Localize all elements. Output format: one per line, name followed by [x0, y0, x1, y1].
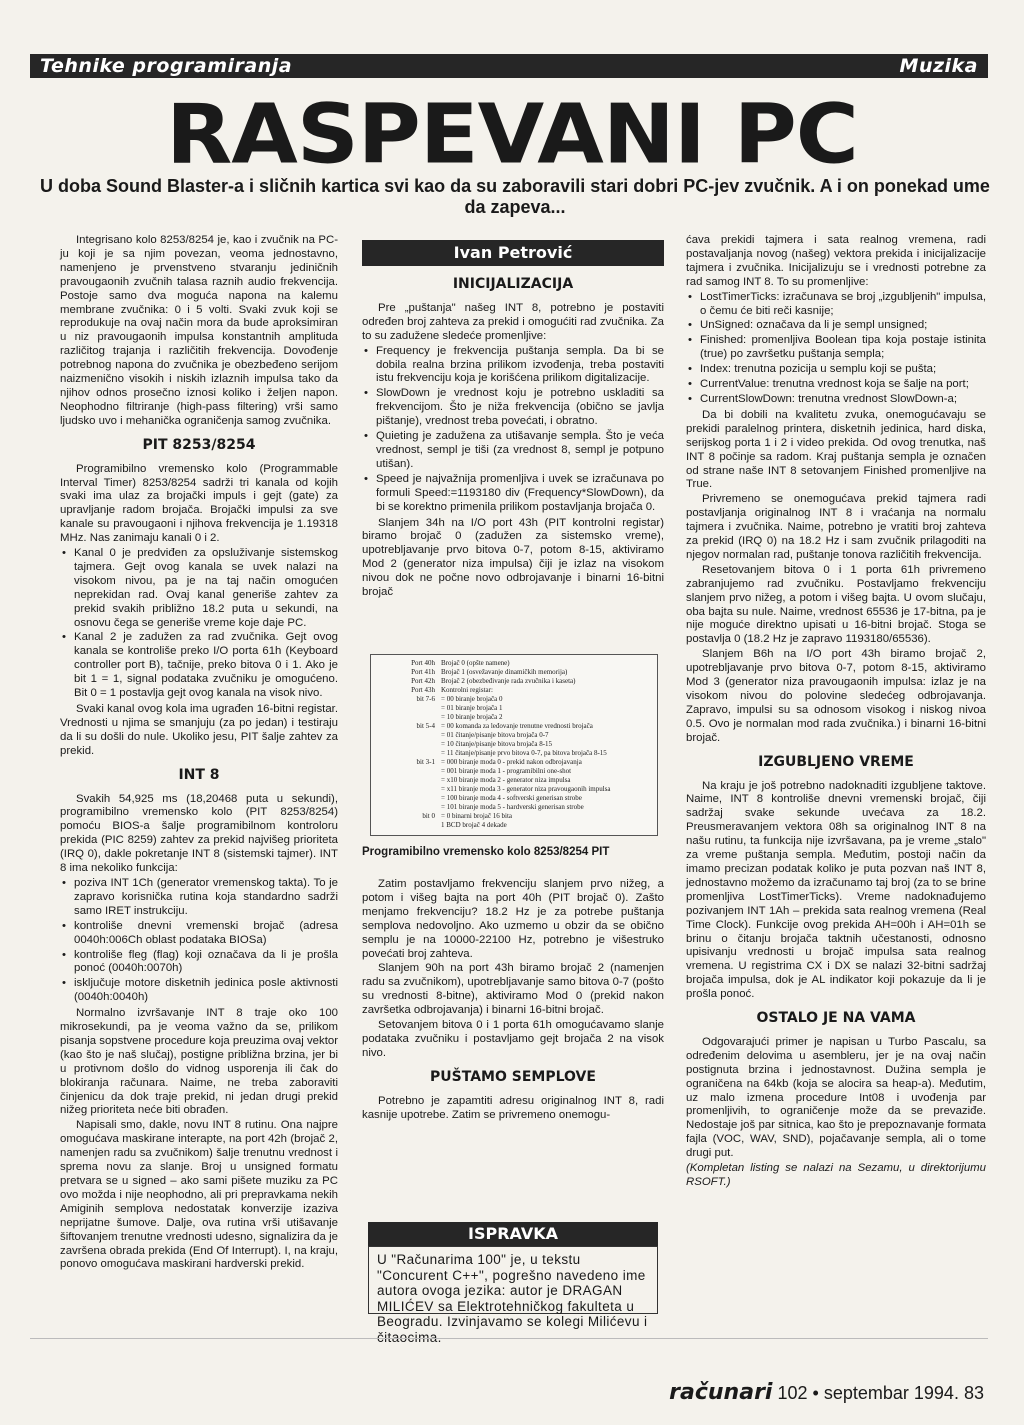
- heading-ostalo: OSTALO JE NA VAMA: [756, 1010, 916, 1027]
- paragraph: Slanjem 90h na port 43h biramo brojač 2 (namenjen radu sa zvučnikom), upotrebljavanje samo bitova 0-7 (pošto su vrednosti 8-bitne), aktiviramo Mod 0 (prekid nakon završetka odbrojavanja) i binarni 16-bitni brojač.: [362, 962, 664, 1017]
- int8-paragraph-2: Normalno izvršavanje INT 8 traje oko 100 mikrosekundi, pa je veoma važno da se, prilikom pisanja sopstvene procedure koja preuzima ovaj vektor (kao što je naš slučaj), postigne približna brzina, jer bi u protivnom došlo do vidnog usporenja ili čak do blokiranja računara. Naime, ne treba zaboraviti činjenicu da dok traje prekid, ni jedan drugi prekid nižeg prioriteta neće biti obrađen.: [60, 1007, 338, 1117]
- table-row: Port 42h Brojač 2 (obezbeđivanje rada zvučnika i kaseta): [411, 677, 576, 685]
- table-row: = 001 biranje moda 1 - programibilni one-shot: [441, 767, 572, 775]
- list-item: • isključuje motore disketnih jedinica posle aktivnosti (0040h:0040h): [60, 977, 338, 1005]
- paragraph: Na kraju je još potrebno nadoknaditi izgubljene taktove. Naime, INT 8 kontroliše dnevni vremenski brojač, čiji sadržaj svake sekunde uvećava za 18.2. Preusmeravanjem vektora 08h sa originalnog INT 8 na našu rutinu, ta funkcija nije izvršavana, pa je vreme „stalo" za vreme puštanja sempla. Međutim, postoji način da imamo precizan podatak koliko je puta pozvan naš INT 8, jednostavno možemo da izračunamo taj broj (za to se brine promenljiva LostTimerTicks). Vreme nadoknađujemo pozivanjem INT 1Ah – prekida sata realnog vremena (Real Time Clock). Funkcije ovog prekida AH=00h i AH=01h se brinu o čitanju brojača taktnih učestanosti, odnosno upisivanju vrednosti u brojač impulsa sata realnog vremena. U registrima CX i DX se nalazi 32-bitni sadržaj brojača impulsa, dok je AL indikator koji pokazuje da li je prošla ponoć.: [686, 779, 986, 1001]
- list-item: • LostTimerTicks: izračunava se broj „izgubljenih" impulsa, o čemu će biti reči kasnije;: [686, 291, 986, 319]
- table-row: = 11 čitanje/pisanje prvo bitova 0-7, pa bitova brojača 8-15: [441, 749, 607, 757]
- pit-register-table: [370, 654, 658, 836]
- int8-paragraph-1: Svakih 54,925 ms (18,20468 puta u sekundi), programibilno vremensko kolo (PIT 8253/8254) pomoću BIOS-a šalje programibilnom kontroloru prekida (PIC 8259) zahtev za prekid najvišeg prioriteta (IRQ 0), dakle pokretanje INT 8 (sistemski tajmer). INT 8 ima nekoliko funkcija:: [60, 792, 338, 875]
- init-list: [362, 345, 664, 515]
- int8-paragraph-3: Napisali smo, dakle, novu INT 8 rutinu. Ona najpre omogućava maskirane interapte, na port 42h (brojač 2, namenjen radu sa zvučnikom) šalje trenutnu vrednost i sprema novu za slanje. Broj u unsigned formatu pretvara se u signed – ako sami pišete muziku za PC ovo možda i nije neophodno, ali pri prepravkama nekih Amiginih semplova nedostatak konverzije izaziva neprijatne šumove. Dalje, ova rutina vrši utišavanje šiftovanjem trenutne vrednosti udesno, signalizira da je završena obrada prekida (End Of Interrupt). I, na kraju, ponovo omogućava maskirani hardverski prekid.: [60, 1119, 338, 1271]
- author-bar: Ivan Petrović: [362, 240, 664, 266]
- heading-pit: PIT 8253/8254: [142, 436, 256, 453]
- pit-paragraph-1: Programibilno vremensko kolo (Programmable Interval Timer) 8253/8254 sadrži tri kanala od kojih svaki ima ulaz za brojački impuls i gejt (gate) za upravljanje radom brojača. Brojački impulsi za sve kanale su pravougaoni i njihova frekvencija je 1.19318 MHz. Nas zanimaju kanali 0 i 2.: [60, 462, 338, 545]
- list-item: • CurrentSlowDown: trenutna vrednost SlowDown-a;: [686, 393, 986, 407]
- heading-izgubljeno: IZGUBLJENO VREME: [758, 753, 914, 770]
- table-row: 1 BCD brojač 4 dekade: [441, 821, 507, 829]
- section-label-right: Muzika: [899, 55, 978, 77]
- list-item: • Speed je najvažnija promenljiva i uvek se izračunava po formuli Speed:=1193180 div (Frequency*SlowDown), da bi se korektno primenila prilikom postavljanja brojača 0.: [362, 473, 664, 515]
- list-item: • Index: trenutna pozicija u semplu koji se pušta;: [686, 363, 986, 377]
- section-header-bar: [30, 54, 988, 78]
- listing-note: (Kompletan listing se nalazi na Sezamu, u direktorijumu RSOFT.): [686, 1162, 986, 1188]
- paragraph: Setovanjem bitova 0 i 1 porta 61h omogućavamo slanje podataka zvučniku i postavljamo gejt brojača 2 na visok nivo.: [362, 1019, 664, 1059]
- page-footer: [669, 1380, 984, 1405]
- table-row: bit 5-4 = 00 komanda za leđovanje trenutne vrednosti brojača: [416, 722, 593, 730]
- section-label-left: Tehnike programiranja: [40, 55, 293, 77]
- paragraph: Zatim postavljamo frekvenciju slanjem prvo nižeg, a potom i višeg bajta na port 40h (PIT brojač 0). Zašto menjamo frekvenciju? 18.2 Hz je za potrebe puštanja semplova nedovoljno. Ako uzmemo u obzir da se obično semplu je na 10000-22100 Hz, potrebno je višestruko povećati broj zahteva.: [362, 878, 664, 960]
- table-row: = 100 biranje moda 4 - softverski generisan strobe: [441, 794, 582, 802]
- table-row: bit 3-1 = 000 biranje moda 0 - prekid nakon odbrojavanja: [416, 758, 582, 766]
- init-paragraph-1: Pre „puštanja" našeg INT 8, potrebno je postaviti određen broj zahteva za prekid i omogućiti rad zvučnika. Za to su zadužene sledeće promenljive:: [362, 301, 664, 342]
- heading-int8: INT 8: [178, 766, 220, 783]
- table-row: = x10 biranje moda 2 - generator niza impulsa: [441, 776, 571, 784]
- column-1: [60, 234, 338, 1273]
- list-item: • kontroliše fleg (flag) koji označava da li je prošla ponoć (0040h:0070h): [60, 949, 338, 977]
- pit-paragraph-2: Svaki kanal ovog kola ima ugrađen 16-bitni registar. Vrednosti u njima se smanjuju (za po jedan) i testiraju da li su došli do nule. Ukoliko jesu, PIT šalje zahtev za prekid.: [60, 703, 338, 757]
- heading-init: INICIJALIZACIJA: [452, 276, 574, 292]
- table-row: Port 43h Kontrolni registar:: [411, 686, 493, 694]
- footer-divider: [30, 1338, 988, 1339]
- issue-number: 102: [777, 1383, 808, 1403]
- table-row: Port 40h Brojač 0 (opšte namene): [411, 659, 510, 667]
- magazine-logo: računari: [669, 1380, 773, 1405]
- article-title: RASPEVANI PC: [166, 87, 858, 183]
- list-item: • Quieting je zadužena za utišavanje sempla. Što je veća vrednost, sempl je tiši (za vrednost 8, sempl je potpuno utišan).: [362, 430, 664, 472]
- list-item: • CurrentValue: trenutna vrednost koja se šalje na port;: [686, 378, 986, 392]
- init-paragraph-2: Slanjem 34h na I/O port 43h (PIT kontrolni registar) biramo brojač 0 (zadužen za sistemsko vreme), upotrebljavanje prvo bitova 0-7, potom 8-15, aktiviramo Mod 2 (generator niza impulsa) čiji je izlaz na visokom nivou dok ne počne novo odbrojavanje i binarni 16-bitni brojač: [362, 516, 664, 599]
- article-lead: U doba Sound Blaster-a i sličnih kartica svi kao da su zaboravili stari dobri PC-jev zvučnik. A i on ponekad ume da zapeva...: [40, 176, 990, 217]
- variables-list: [686, 291, 986, 407]
- table-row: = 01 biranje brojača 1: [441, 704, 503, 712]
- table-caption: Programibilno vremensko kolo 8253/8254 PIT: [362, 846, 610, 858]
- paragraph: ćava prekidi tajmera i sata realnog vremena, radi postavaljanja novog (našeg) vektora prekida i inicijalizacije tajmera i zvučnika. Inicijalizuju se i vrednosti potrebne za rad samog INT 8. To su promenljive:: [686, 234, 986, 288]
- issue-date: septembar 1994.: [823, 1383, 959, 1403]
- table-row: Port 41h Brojač 1 (osvežavanje dinamičkih memorija): [411, 668, 568, 676]
- page-number: 83: [963, 1383, 984, 1403]
- list-item: • Kanal 0 je predviđen za opsluživanje sistemskog tajmera. Gejt ovog kanala se uvek nalazi na visokom nivou, pa je na taj način omogućen neprekidan rad. Ovaj kanal generiše zahtev za prekid svakih približno 18.2 puta u sekundi, na osnovu čega se generiše vreme koje daje PC.: [60, 547, 338, 630]
- paragraph: Odgovarajući primer je napisan u Turbo Pascalu, sa određenim delovima u asembleru, jer je na ovaj način postignuta brzina i jednostavnost. Dužina sempla je ograničena na 64kb (koja se alocira sa heap-a). Međutim, uz malo izmena procedure Int08 i uvođenja par promenljivih, to ograničenje može da se prevaziđe. Nedostaje još par sitnica, kao što je prepoznavanje formata fajla (VOC, WAV, SND), pojačavanje sempla, ali o tome drugi put.: [686, 1035, 986, 1160]
- table-row: = 10 biranje brojača 2: [441, 713, 503, 721]
- table-row: = 01 čitanje/pisanje bitova brojača 0-7: [441, 731, 549, 739]
- list-item: • poziva INT 1Ch (generator vremenskog takta). To je zapravo korisnička rutina koja standardno sadrži samo IRET instrukciju.: [60, 877, 338, 919]
- errata-box: U "Računarima 100" je, u tekstu "Concurent C++", pogrešno navedeno ime autora ovoga jezika: autor je DRAGAN MILIĆEV sa Elektrotehničkog fakulteta u Beogradu. Izvinjavamo se kolegi Milićevu i čitaocima.: [368, 1246, 658, 1314]
- table-row: = 101 biranje moda 5 - hardverski generisan strobe: [441, 803, 584, 811]
- table-row: bit 0 = 0 binarni brojač 16 bita: [422, 812, 513, 820]
- table-row: bit 7-6 = 00 biranje brojača 0: [416, 695, 503, 703]
- paragraph: Resetovanjem bitova 0 i 1 porta 61h privremeno zabranjujemo rad zvučniku. Postavljamo frekvenciju slanjem prvo nižeg, a potom i višeg bajta. U ovom slučaju, oba bajta su nule. Naime, vrednost 65536 je 17-bitna, pa je nije moguće direktno upisati u 16-bitni brojač. Stoga se postavlja 0 (18.2 Hz je zapravo 1193180/65536).: [686, 563, 986, 646]
- footer-bullet: •: [812, 1383, 819, 1403]
- list-item: • UnSigned: označava da li je sempl unsigned;: [686, 319, 986, 333]
- list-item: • Kanal 2 je zadužen za rad zvučnika. Gejt ovog kanala se kontroliše preko I/O porta 61h (Keyboard controller port B), tačnije, preko bitova 0 i 1. Ako je bit 1 = 1, signal podataka zvučniku je omogućeno. Bit 0 = 1 postavlja gejt ovog kanala na visok nivo.: [60, 631, 338, 701]
- errata-title: ISPRAVKA: [368, 1222, 658, 1246]
- list-item: • Frequency je frekvencija puštanja sempla. Da bi se dobila realna brzina prilikom izvođenja, treba postaviti istu frekvenciju koja je korišćena prilikom digitalizacije.: [362, 345, 664, 387]
- column-2: [362, 268, 664, 601]
- int8-list: [60, 877, 338, 1005]
- list-item: • SlowDown je vrednost koju je potrebno uskladiti sa frekvencijom. Što je niža frekvencija (obično se javlja pištanje), vrednost treba povećati, i obratno.: [362, 387, 664, 429]
- intro-paragraph: Integrisano kolo 8253/8254 je, kao i zvučnik na PC-ju koji je sa njim povezan, veoma jednostavno, namenjeno je prvenstveno stvaranju jediničnih pravougaonih zvučnih talasa raznih audio frekvencija. Postoje samo dva moguća napona na kalemu membrane zvučnika: 0 i 5 volti. Svaki zvuk koji se reprodukuje na ovaj način mora da bude aproksimiran u niz pravougaonih impulsa konstantnih amplituda različitog trajanja i različitih frekvencija. Dovođenje potrebnog napona do zvučnika je obezbeđeno serijom naizmenično visokih i niskih izlaznih impulsa tako da njihov odnos prosečno iznosi koliko i željen napon. Neophodno filtriranje (high-pass filtering) vrši samo ljudsko uvo i mehanička ograničenja samog zvučnika.: [60, 234, 338, 427]
- list-item: • Finished: promenljiva Boolean tipa koja postaje istinita (true) po završetku puštanja sempla;: [686, 334, 986, 362]
- table-row: = 10 čitanje/pisanje bitova brojača 8-15: [441, 740, 553, 748]
- paragraph: Da bi dobili na kvalitetu zvuka, onemogućavaju se prekidi paralelnog printera, disketnih jedinica, hard diska, serijskog porta 1 i 2 i video prekida. Od ovog trenutka, naš INT 8 počinje sa radom. Kraj puštanja sempla je označen od strane naše INT 8 setovanjem Finished promenljive na True.: [686, 408, 986, 491]
- list-item: • kontroliše dnevni vremenski brojač (adresa 0040h:006Ch oblast podataka BIOSa): [60, 920, 338, 948]
- paragraph: Privremeno se onemogućava prekid tajmera radi postavljanja originalnog INT 8 i vraćanja na normalu tajmera i zvučnika. Naime, potrebno je vratiti broj zahteva za prekid (IRQ 0) na 18.2 Hz i sam zvučnik prilagoditi na njegov normalan rad, puštanje tonova različitih frekvencija.: [686, 493, 986, 561]
- pit-list: [60, 547, 338, 701]
- column-2-continued: [362, 878, 664, 1124]
- paragraph: Potrebno je zapamtiti adresu originalnog INT 8, radi kasnije upotrebe. Zatim se privremeno onemogu-: [362, 1094, 664, 1121]
- heading-pustamo: PUŠTAMO SEMPLOVE: [430, 1068, 596, 1085]
- paragraph: Slanjem B6h na I/O port 43h biramo brojač 2, upotrebljavanje prvo bitova 0-7, potom 8-15, aktiviramo Mod 3 (generator niza pravougaonih impulsa: izlaz je na visokom nivou do polovine sledećeg odbrojavanja. Zapravo, impulsi su sa odnosom visokog i niskog nivoa 0.5. Ovo je normalan mod rada zvučnika.) i binarni 16-bitni brojač.: [686, 648, 986, 744]
- column-3: [686, 234, 986, 1191]
- table-row: = x11 biranje moda 3 - generator niza pravougaonih impulsa: [441, 785, 611, 793]
